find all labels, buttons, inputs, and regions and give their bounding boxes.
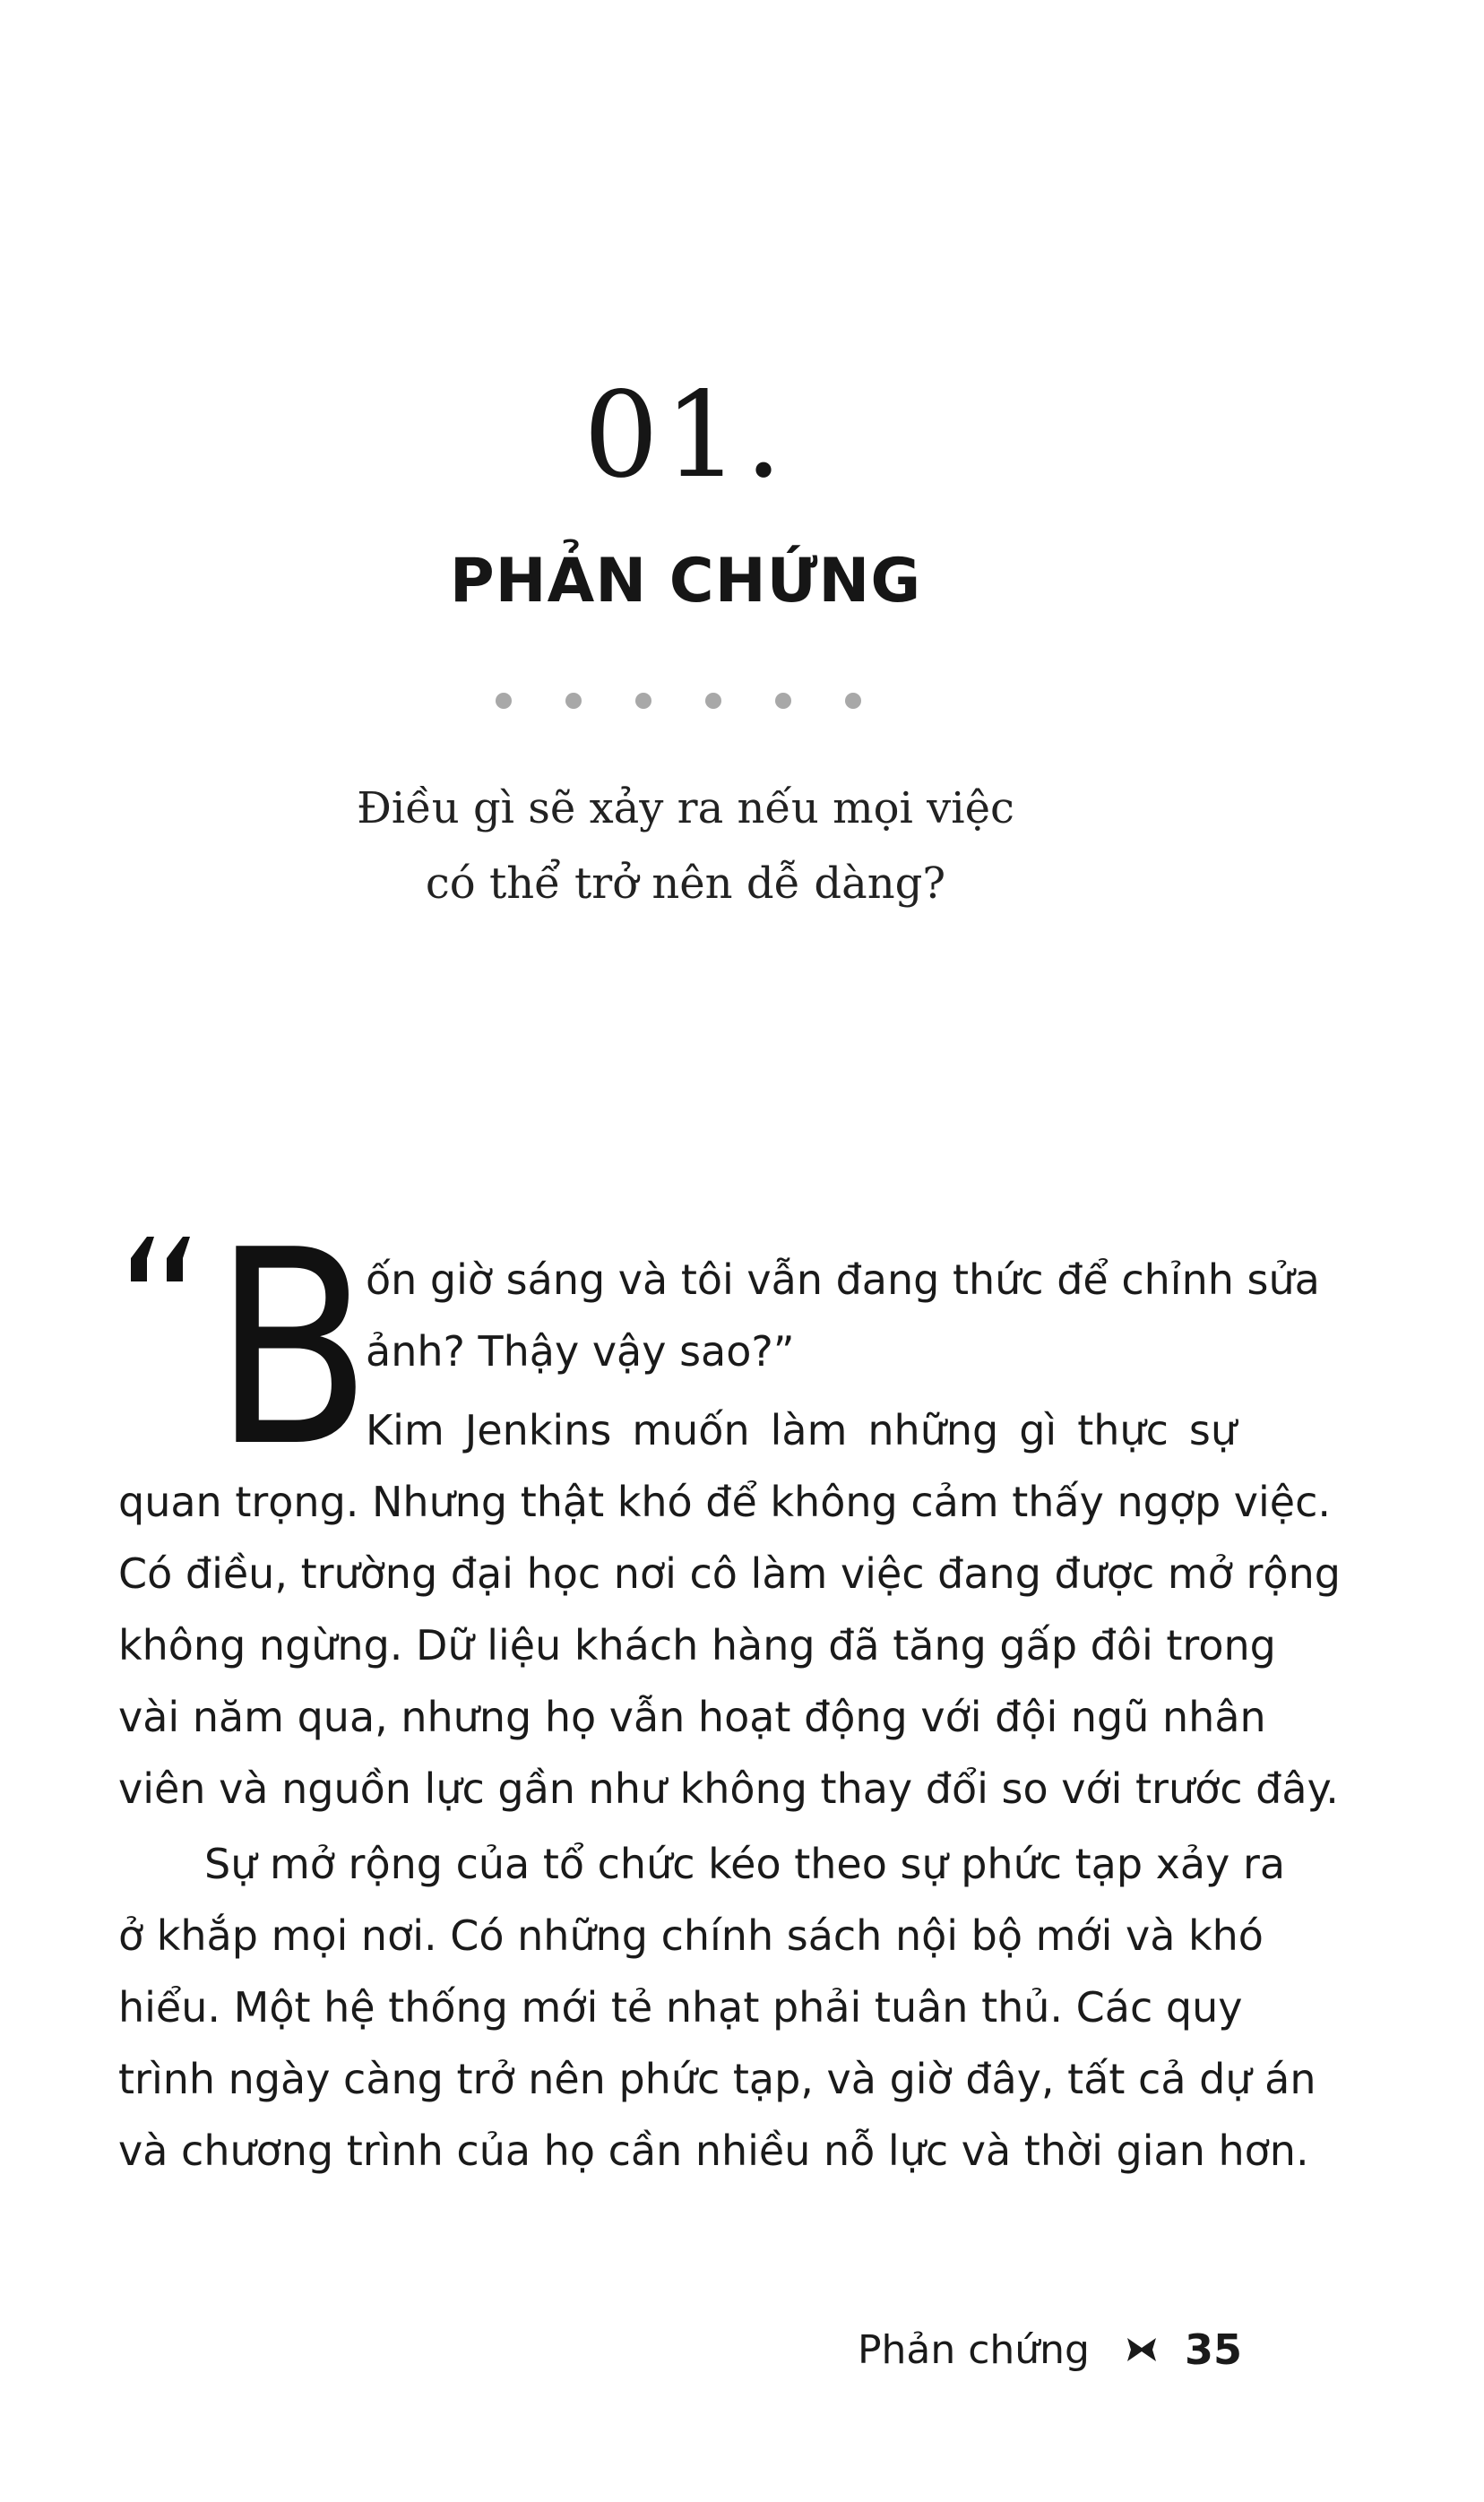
text-line: ảnh? Thậy vậy sao?”	[366, 1327, 795, 1376]
epigraph	[0, 771, 1371, 921]
drop-cap: B	[213, 1193, 372, 1506]
chapter-number: 01.	[583, 367, 788, 505]
epigraph-line: có thể trở nên dễ dàng?	[425, 858, 946, 909]
text-line: trình ngày càng trở nên phức tạp, và giờ đây, tất cả dự án	[118, 2055, 1316, 2103]
text-line: ốn giờ sáng và tôi vẫn đang thức để chỉnh sửa	[366, 1255, 1320, 1304]
paragraph-2	[118, 1828, 1316, 2187]
text-line: ở khắp mọi nơi. Có những chính sách nội bộ mới và khó	[118, 1911, 1264, 1960]
epigraph-line: Điều gì sẽ xảy ra nếu mọi việc	[357, 783, 1014, 833]
page-footer	[858, 2325, 1242, 2374]
open-quote-icon	[122, 1235, 197, 1281]
page-number: 35	[1184, 2325, 1242, 2374]
text-line: Kim Jenkins muốn làm những gì thực sự	[366, 1406, 1237, 1454]
dot-ornament	[495, 692, 871, 710]
text-line: Có điều, trường đại học nơi cô làm việc đang được mở rộng	[118, 1549, 1341, 1598]
text-line: Sự mở rộng của tổ chức kéo theo sự phức tạp xảy ra	[204, 1840, 1286, 1888]
dots-divider-icon	[495, 692, 871, 710]
text-line: quan trọng. Nhưng thật khó để không cảm thấy ngợp việc.	[118, 1478, 1332, 1526]
text-line: không ngừng. Dữ liệu khách hàng đã tăng gấp đôi trong	[118, 1621, 1276, 1669]
text-line: hiểu. Một hệ thống mới tẻ nhạt phải tuân thủ. Các quy	[118, 1983, 1243, 2032]
text-line: và chương trình của họ cần nhiều nỗ lực và thời gian hơn.	[118, 2127, 1309, 2175]
running-head: Phản chứng	[857, 2326, 1090, 2373]
chapter-title: PHẢN CHỨNG	[449, 546, 922, 617]
text-line: viên và nguồn lực gần như không thay đổi so với trước đây.	[118, 1764, 1339, 1813]
bowtie-ornament-icon	[1126, 2336, 1158, 2363]
text-line: vài năm qua, nhưng họ vẫn hoạt động với đội ngũ nhân	[118, 1693, 1266, 1741]
